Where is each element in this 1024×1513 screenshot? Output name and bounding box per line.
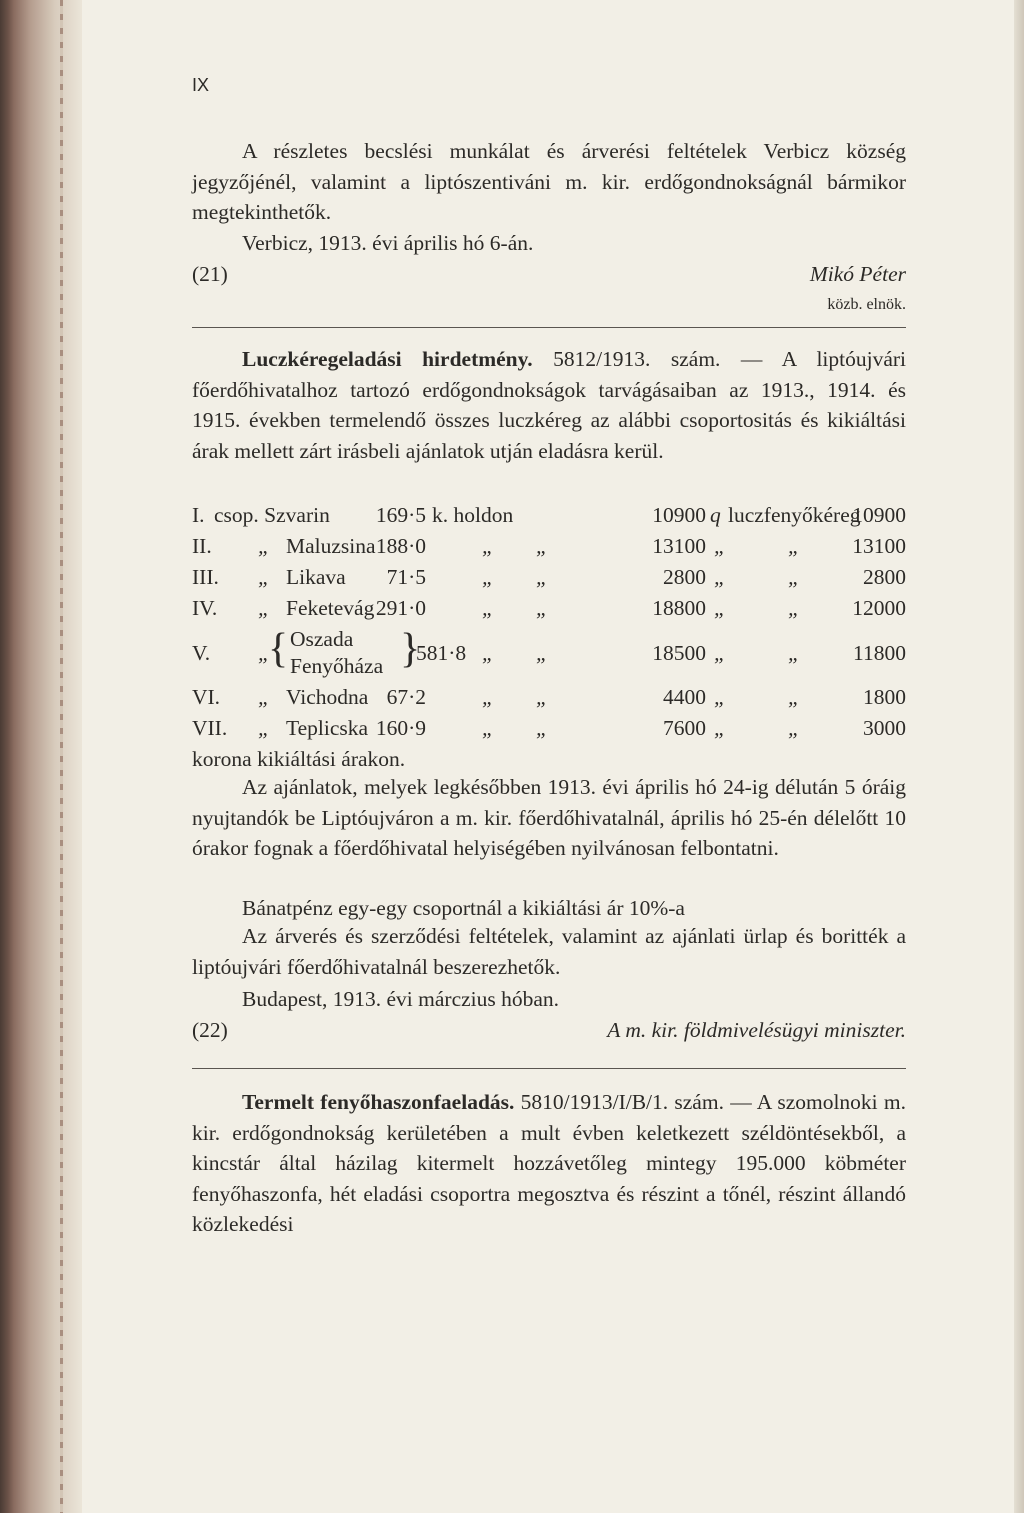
ditto-mark: „ — [714, 716, 726, 740]
ditto-mark: „ — [788, 596, 800, 620]
row-price: 3000 — [863, 716, 906, 740]
divider — [192, 1068, 906, 1069]
ditto-mark: „ — [714, 596, 726, 620]
notice2-number: (22) — [192, 1018, 228, 1042]
row-price: 11800 — [853, 641, 906, 665]
ditto-mark: „ — [258, 565, 270, 589]
ditto-mark: „ — [536, 685, 548, 709]
row-name: Teplicska — [286, 716, 369, 740]
ditto-mark: „ — [536, 641, 548, 665]
table-row — [192, 562, 906, 593]
row-area: 188·0 — [375, 534, 426, 558]
row-unit-q: q — [710, 503, 721, 527]
row-number: I. — [192, 503, 205, 527]
row-price: 1800 — [863, 685, 906, 709]
ditto-mark: „ — [714, 685, 726, 709]
table-row — [192, 593, 906, 624]
ditto-mark: „ — [536, 596, 548, 620]
ditto-mark: „ — [482, 716, 494, 740]
table-row — [192, 682, 906, 713]
ditto-mark: „ — [482, 534, 494, 558]
row-name: csop. Szvarin — [214, 503, 330, 527]
page-number: IX — [192, 75, 210, 95]
notice1-number: (21) — [192, 262, 228, 286]
notice2-intro — [192, 344, 906, 466]
row-price: 2800 — [863, 565, 906, 589]
ditto-mark: „ — [258, 596, 270, 620]
row-name: Oszada — [290, 627, 354, 651]
ditto-mark: „ — [788, 565, 800, 589]
ditto-mark: „ — [788, 641, 800, 665]
row-area: 169·5 — [375, 503, 426, 527]
table-row — [192, 500, 906, 531]
row-quantity: 13100 — [652, 534, 706, 558]
row-name: Likava — [286, 565, 346, 589]
right-brace: } — [400, 626, 421, 672]
row-quantity: 2800 — [663, 565, 706, 589]
table-footer-text: korona kikiáltási árakon. — [192, 747, 406, 771]
row-area: 67·2 — [386, 685, 426, 709]
row-number: III. — [192, 565, 219, 589]
ditto-mark: „ — [714, 534, 726, 558]
row-number: VI. — [192, 685, 221, 709]
row-quantity: 18800 — [652, 596, 706, 620]
left-brace: { — [268, 626, 289, 672]
notice2-date: Budapest, 1913. évi márczius hóban. — [242, 987, 560, 1011]
price-table — [192, 500, 906, 775]
notice1-body: A részletes becslési munkálat és árverési feltételek Verbicz község jegyzőjénél, valamint a liptószentiváni m. kir. erdőgondnokságnál bármikor megtekinthetők. — [192, 139, 906, 224]
table-row — [192, 624, 906, 682]
notice1-signer: Mikó Péter — [809, 262, 906, 286]
notice2-signer: A m. kir. földmivelésügyi miniszter. — [607, 1018, 906, 1042]
row-quantity: 10900 — [652, 503, 706, 527]
ditto-mark: „ — [536, 565, 548, 589]
row-price: 10900 — [852, 503, 906, 527]
row-area: 291·0 — [375, 596, 426, 620]
notice2-heading: Luczkéregeladási hirdetmény. — [242, 347, 533, 371]
notice3-heading: Termelt fenyőhaszonfaeladás. — [242, 1090, 515, 1114]
book-spine-shadow — [0, 0, 82, 1513]
table-footer — [192, 744, 906, 775]
notice2-offers: Az ajánlatok, melyek legkésőbben 1913. évi április hó 24-ig délután 5 óráig nyujtandók be Liptóujváron a m. kir. főerdőhivatalnál, április hó 25-én délelőtt 10 órakor fognak a főerdőhivatal helyiségében nyilvánosan felbontatni. — [192, 775, 906, 860]
notice1-date: Verbicz, 1913. évi április hó 6-án. — [242, 231, 534, 255]
row-area: 160·9 — [375, 716, 426, 740]
divider — [192, 327, 906, 328]
row-price: 13100 — [852, 534, 906, 558]
ditto-mark: „ — [536, 534, 548, 558]
notice1-signer-title: közb. elnök. — [827, 296, 906, 313]
ditto-mark: „ — [536, 716, 548, 740]
notice2-intro-text: 5812/1913. szám. — A liptóujvári főerdőhivatalhoz tartozó erdőgondnokságok tarvágásaiban az 1913., 1914. és 1915. években termelendő összes luczkéreg az alábbi csoportositás és kikiáltási árak mellett zárt irásbeli ajánlatok utján eladásra kerül. — [192, 347, 907, 463]
ditto-mark: „ — [482, 641, 494, 665]
ditto-mark: „ — [482, 685, 494, 709]
notice2-deposit: Bánatpénz egy-egy csoportnál a kikiáltási ár 10%-a — [242, 896, 685, 920]
table-row — [192, 531, 906, 562]
notice3-body — [192, 1087, 906, 1240]
row-material: luczfenyőkéreg — [728, 503, 861, 527]
row-area: 581·8 — [416, 641, 467, 665]
ditto-mark: „ — [788, 534, 800, 558]
notice3-text: 5810/1913/I/B/1. szám. — A szomolnoki m. kir. erdőgondnokság kerületében a mult évben keletkezett széldöntésekből, a kincstár által házilag kitermelt hozzávetőleg mintegy 195.000 köbméter fenyőhaszonfa, hét eladási csoportra megosztva és részint a tőnél, részint állandó közlekedési — [192, 1090, 906, 1236]
row-quantity: 18500 — [652, 641, 706, 665]
ditto-mark: „ — [258, 534, 270, 558]
table-row — [192, 713, 906, 744]
ditto-mark: „ — [258, 716, 270, 740]
ditto-mark: „ — [714, 641, 726, 665]
document-page — [192, 0, 906, 1513]
notice2-conditions: Az árverés és szerződési feltételek, valamint az ajánlati ürlap és boritték a liptóujvári főerdőhivatalnál beszerezhetők. — [192, 924, 906, 979]
ditto-mark: „ — [482, 596, 494, 620]
row-number: V. — [192, 641, 211, 665]
row-unit: k. holdon — [432, 503, 514, 527]
ditto-mark: „ — [258, 641, 270, 665]
row-number: II. — [192, 534, 212, 558]
ditto-mark: „ — [788, 716, 800, 740]
row-number: VII. — [192, 716, 228, 740]
ditto-mark: „ — [258, 685, 270, 709]
ditto-mark: „ — [482, 565, 494, 589]
row-name: Maluzsina — [286, 534, 376, 558]
row-quantity: 7600 — [663, 716, 706, 740]
row-name: Fenyőháza — [290, 654, 384, 678]
ditto-mark: „ — [788, 685, 800, 709]
row-name: Vichodna — [286, 685, 369, 709]
page-edge — [1014, 0, 1024, 1513]
row-quantity: 4400 — [663, 685, 706, 709]
ditto-mark: „ — [714, 565, 726, 589]
row-name: Feketevág — [286, 596, 375, 620]
row-price: 12000 — [852, 596, 906, 620]
row-number: IV. — [192, 596, 218, 620]
row-area: 71·5 — [386, 565, 426, 589]
